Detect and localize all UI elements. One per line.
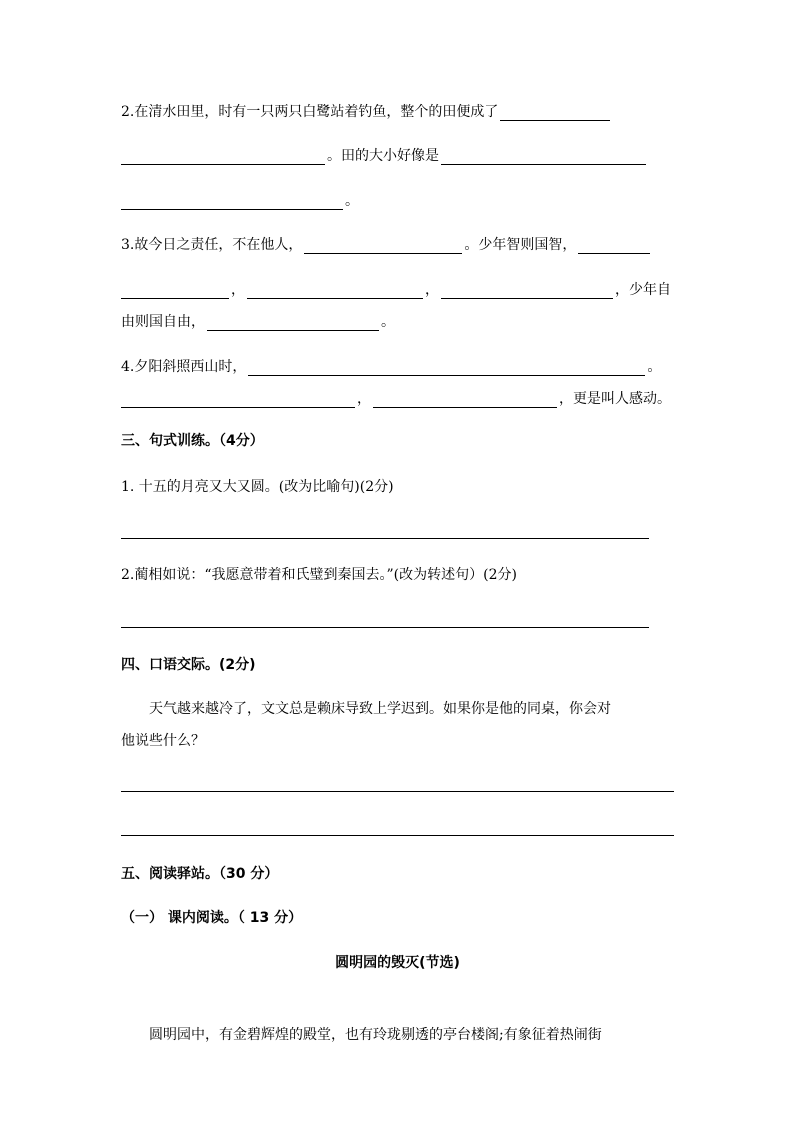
q3-text3: ，少年自: [615, 282, 671, 298]
q4-sep1: ，: [357, 391, 371, 407]
q4-line2: [121, 390, 674, 408]
passage-line1-text: 圆明园中，有金碧辉煌的殿堂，也有玲珑剔透的亭台楼阁;有象征着热闹街: [149, 1027, 602, 1043]
q3-text1: 3.故今日之责任，不在他人，: [121, 237, 303, 253]
q2-line2: [121, 147, 674, 165]
section3-item1: [121, 478, 674, 496]
section5-heading: [121, 865, 674, 883]
q4-blank3[interactable]: [373, 392, 557, 408]
section4-answer-line1[interactable]: [121, 791, 674, 792]
section4-para-line1: [121, 700, 674, 718]
section3-answer-line2[interactable]: [121, 627, 649, 628]
section4-para-line2-text: 他说些什么？: [121, 733, 205, 749]
q4-line1: [121, 358, 674, 376]
q3-blank1[interactable]: [304, 238, 462, 254]
q3-blank4[interactable]: [247, 283, 423, 299]
q2-text1: 2.在清水田里，时有一只两只白鹭站着钓鱼，整个的田便成了: [121, 104, 499, 120]
section4-para-line1-text: 天气越来越冷了，文文总是赖床导致上学迟到。如果你是他的同桌，你会对: [149, 701, 611, 717]
q3-blank3[interactable]: [121, 283, 229, 299]
q3-line1: [121, 236, 674, 254]
q3-text5: 。: [381, 314, 395, 330]
q3-blank5[interactable]: [441, 283, 613, 299]
section5-subheading-text: （一） 课内阅读。（ 13 分）: [121, 910, 303, 926]
q2-text3: 。: [345, 193, 359, 209]
q2-text2: 。田的大小好像是: [327, 148, 439, 164]
q3-text4: 由则国自由，: [121, 314, 205, 330]
section4-answer-line2[interactable]: [121, 835, 674, 836]
passage-title: [121, 954, 674, 972]
passage-title-text: 圆明园的毁灭(节选): [335, 955, 460, 971]
q2-blank3[interactable]: [441, 149, 646, 165]
q3-blank2[interactable]: [578, 238, 650, 254]
section4-heading-text: 四、口语交际。(2分): [121, 657, 256, 673]
section3-item1-text: 1. 十五的月亮又大又圆。(改为比喻句)(2分): [121, 479, 394, 495]
q4-text3: ，更是叫人感动。: [559, 391, 671, 407]
q3-text2: 。少年智则国智，: [464, 237, 577, 253]
q2-blank1[interactable]: [500, 105, 610, 121]
q3-line2: [121, 281, 674, 299]
q3-blank6[interactable]: [207, 315, 379, 331]
section3-answer-line1[interactable]: [121, 538, 649, 539]
q4-text2: 。: [647, 359, 662, 375]
passage-line1: [121, 1026, 674, 1044]
section3-heading: [121, 432, 674, 450]
q4-blank2[interactable]: [121, 392, 355, 408]
q2-blank4[interactable]: [121, 194, 343, 210]
q2-line3: [121, 192, 674, 210]
section3-heading-text: 三、句式训练。（4分）: [121, 433, 264, 449]
section3-item2-text: 2.蔺相如说：“我愿意带着和氏璧到秦国去。”(改为转述句）(2分): [121, 567, 517, 583]
q3-sep2: ，: [425, 282, 439, 298]
section4-para-line2: [121, 732, 674, 750]
section5-heading-text: 五、阅读驿站。（30 分）: [121, 866, 279, 882]
q2-blank2[interactable]: [121, 149, 325, 165]
section5-subheading: [121, 909, 674, 927]
q2-line1: [121, 103, 674, 121]
q3-line3: [121, 313, 674, 331]
q3-sep1: ，: [231, 282, 245, 298]
q4-text1: 4.夕阳斜照西山时，: [121, 359, 247, 375]
q4-blank1[interactable]: [248, 360, 645, 376]
section3-item2: [121, 566, 674, 584]
section4-heading: [121, 656, 674, 674]
